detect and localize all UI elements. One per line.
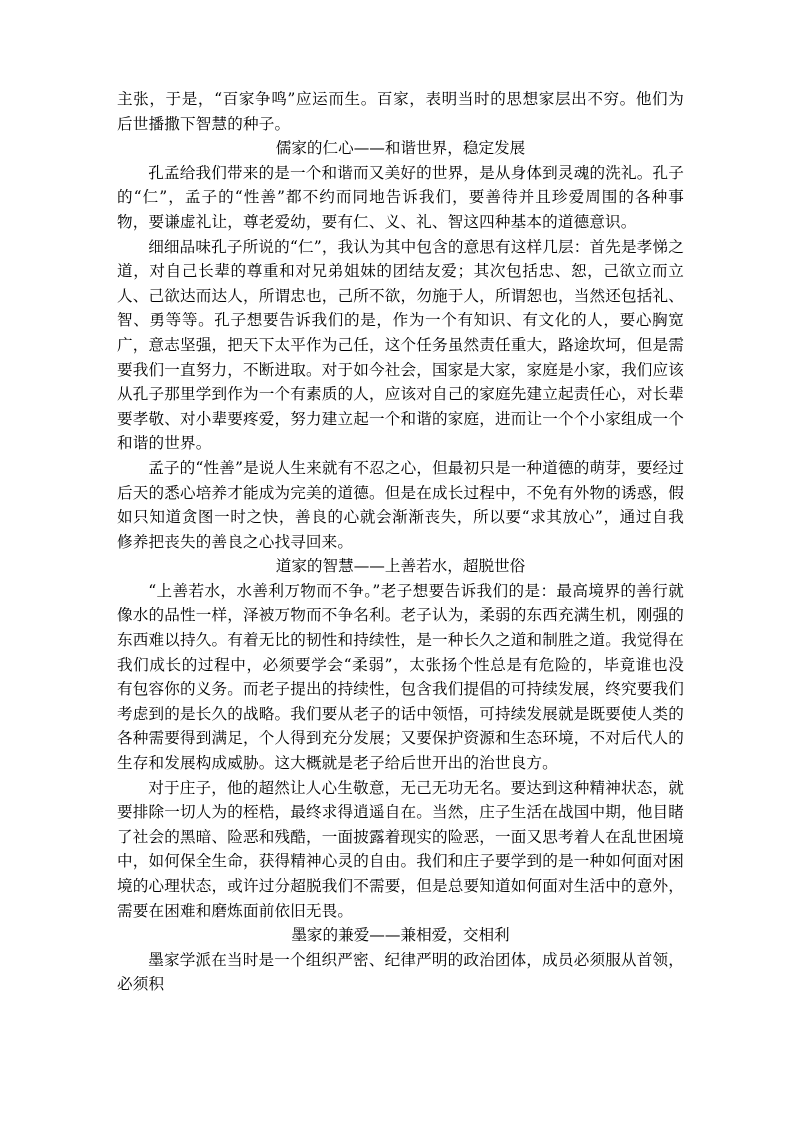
paragraph-confucius-mencius: 孔孟给我们带来的是一个和谐而又美好的世界，是从身体到灵魂的洗礼。孔子的“仁”，孟子的“性善”都不约而同地告诉我们，要善待并且珍爱周围的各种事物，要谦虚礼让，尊老爱幼，要有仁、义、礼、智这四种基本的道德意识。 <box>117 163 684 231</box>
paragraph-intro-continuation: 主张，于是，“百家争鸣”应运而生。百家，表明当时的思想家层出不穷。他们为后世播撒下智慧的种子。 <box>117 90 684 133</box>
section-heading-taoism: 道家的智慧——上善若水，超脱世俗 <box>275 557 526 576</box>
paragraph-mencius-xingshan: 孟子的“性善”是说人生来就有不忍之心，但最初只是一种道德的萌芽，要经过后天的悉心培养才能成为完美的道德。但是在成长过程中，不免有外物的诱惑，假如只知道贪图一时之快，善良的心就会渐渐丧失，所以要“求其放心”，通过自我修养把丧失的善良之心找寻回来。 <box>117 458 684 551</box>
paragraph-mohism: 墨家学派在当时是一个组织严密、纪律严明的政治团体，成员必须服从首领，必须积 <box>117 950 684 994</box>
section-heading-confucianism: 儒家的仁心——和谐世界，稳定发展 <box>275 139 526 158</box>
section-heading-mohism: 墨家的兼爱——兼相爱，交相利 <box>291 926 510 945</box>
document-page <box>117 87 684 997</box>
paragraph-confucius-ren: 细细品味孔子所说的“仁”，我认为其中包含的意思有这样几层：首先是孝悌之道，对自己长辈的尊重和对兄弟姐妹的团结友爱；其次包括忠、恕，己欲立而立人、己欲达而达人，所谓忠也，己所不欲，勿施于人，所谓恕也，当然还包括礼、智、勇等等。孔子想要告诉我们的是，作为一个有知识、有文化的人，要心胸宽广，意志坚强，把天下太平作为己任，这个任务虽然责任重大，路途坎坷，但是需要我们一直努力，不断进取。对于如今社会，国家是大家，家庭是小家，我们应该从孔子那里学到作为一个有素质的人，应该对自己的家庭先建立起责任心，对长辈要孝敬、对小辈要疼爱，努力建立起一个和谐的家庭，进而让一个个小家组成一个和谐的世界。 <box>117 237 684 453</box>
paragraph-laozi: “上善若水，水善利万物而不争。”老子想要告诉我们的是：最高境界的善行就像水的品性一样，泽被万物而不争名利。老子认为，柔弱的东西充满生机，刚强的东西难以持久。有着无比的韧性和持续性，是一种长久之道和制胜之道。我觉得在我们成长的过程中，必须要学会“柔弱”，太张扬个性总是有危险的，毕竟谁也没有包容你的义务。而老子提出的持续性，包含我们提倡的可持续发展，终究要我们考虑到的是长久的战略。我们要从老子的话中领悟，可持续发展就是既要使人类的各种需要得到满足，个人得到充分发展；又要保护资源和生态环境，不对后代人的生存和发展构成威胁。这大概就是老子给后世开出的治世良方。 <box>117 581 684 773</box>
paragraph-zhuangzi: 对于庄子，他的超然让人心生敬意，无己无功无名。要达到这种精神状态，就要排除一切人为的桎梏，最终求得逍遥自在。当然，庄子生活在战国中期，他目睹了社会的黑暗、险恶和残酷，一面披露着现实的险恶，一面又思考着人在乱世困境中，如何保全生命，获得精神心灵的自由。我们和庄子要学到的是一种如何面对困境的心理状态，或许过分超脱我们不需要，但是总要知道如何面对生活中的意外，需要在困难和磨炼面前依旧无畏。 <box>117 778 684 920</box>
